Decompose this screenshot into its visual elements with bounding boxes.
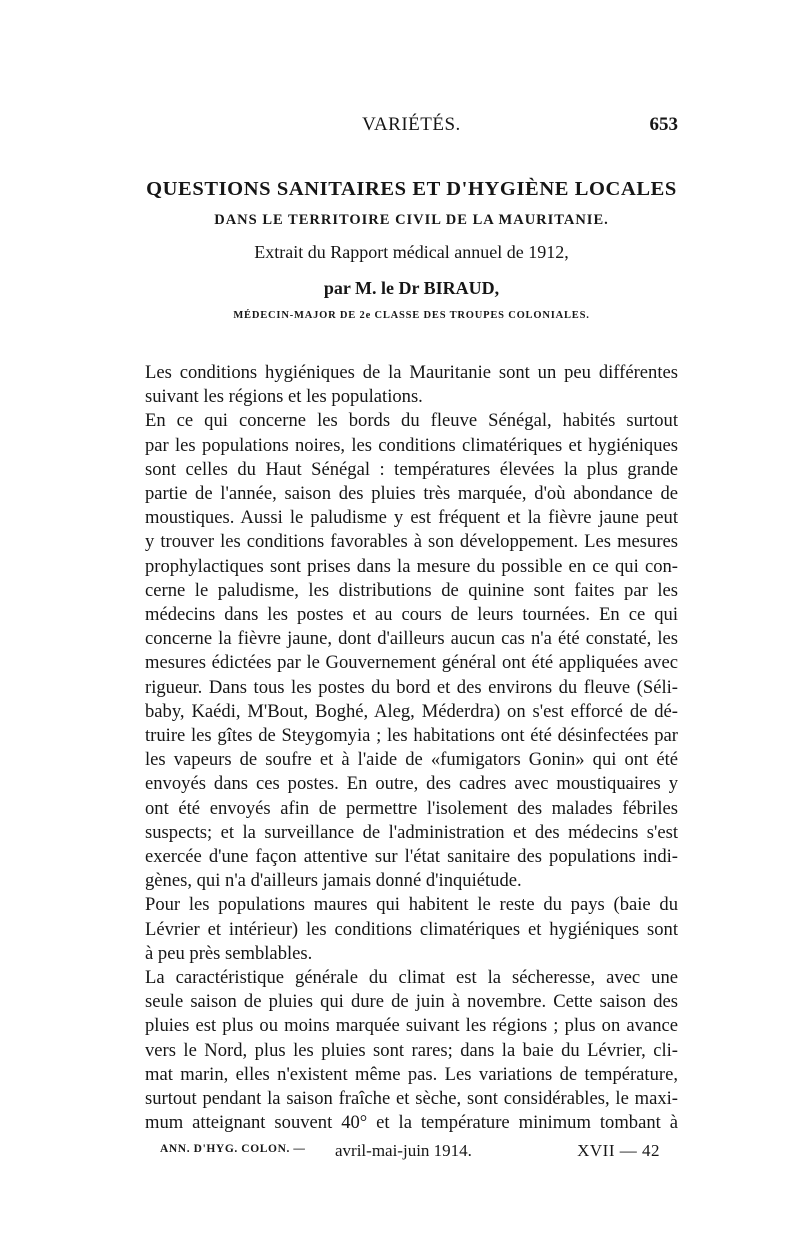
article-body — [145, 361, 678, 1136]
page-header — [145, 114, 678, 144]
body-line: En ce qui concerne les bords du fleuve Sénégal, habités surtout — [145, 410, 678, 432]
body-line: La caractéristique générale du climat est la sécheresse, avec une — [145, 967, 678, 989]
author-affiliation: MÉDECIN-MAJOR DE 2e CLASSE DES TROUPES COLONIALES. — [233, 310, 590, 321]
body-line: suivant les régions et les populations. — [145, 386, 423, 408]
body-line: seule saison de pluies qui dure de juin à novembre. Cette saison des — [145, 991, 678, 1013]
page-number: 653 — [649, 114, 678, 135]
body-line: baby, Kaédi, M'Bout, Boghé, Aleg, Méderdra) on s'est efforcé de dé- — [145, 700, 678, 722]
footer-journal: ANN. D'HYG. COLON. — — [160, 1143, 306, 1155]
page-footer — [160, 1141, 660, 1167]
running-title: VARIÉTÉS. — [362, 114, 461, 135]
body-line: Lévrier et intérieur) les conditions climatériques et hygiéniques sont — [145, 918, 678, 940]
body-line: par les populations noires, les conditions climatériques et hygiéniques — [145, 434, 678, 456]
body-line: sont celles du Haut Sénégal : températures élevées la plus grande — [145, 458, 678, 480]
body-line: pluies est plus ou moins marquée suivant les régions ; plus on avance — [145, 1015, 678, 1037]
body-line: envoyés dans ces postes. En outre, des cadres avec moustiquaires y — [145, 773, 678, 795]
body-line: y trouver les conditions favorables à son développement. Les mesures — [145, 531, 678, 553]
body-line: ont été envoyés afin de permettre l'isolement des malades fébriles — [145, 797, 678, 819]
body-line: exercée d'une façon attentive sur l'état sanitaire des populations indi- — [145, 846, 678, 868]
body-line: Les conditions hygiéniques de la Mauritanie sont un peu différentes — [145, 362, 678, 383]
body-line: à peu près semblables. — [145, 942, 313, 964]
body-line: rigueur. Dans tous les postes du bord et des environs du fleuve (Séli- — [145, 676, 678, 698]
body-line: médecins dans les postes et au cours de leurs tournées. En ce qui — [145, 604, 678, 626]
body-line: partie de l'année, saison des pluies très marquée, d'où abondance de — [145, 483, 678, 505]
footer-signature: XVII — 42 — [577, 1141, 660, 1160]
article-source: Extrait du Rapport médical annuel de 1912, — [254, 242, 569, 262]
body-line: mesures édictées par le Gouvernement général ont été appliquées avec — [145, 652, 678, 674]
body-line: mum atteignant souvent 40° et la température minimum tombant à — [145, 1112, 678, 1134]
article-subtitle: DANS LE TERRITOIRE CIVIL DE LA MAURITANIE. — [214, 212, 609, 228]
body-line: vers le Nord, plus les pluies sont rares; dans la baie du Lévrier, cli- — [145, 1039, 678, 1061]
body-line: prophylactiques sont prises dans la mesure du possible en ce qui con- — [145, 555, 678, 577]
body-line: gènes, qui n'a d'ailleurs jamais donné d'inquiétude. — [145, 870, 522, 892]
body-line: mat marin, elles n'existent même pas. Les variations de température, — [145, 1063, 678, 1085]
body-line: moustiques. Aussi le paludisme y est fréquent et la fièvre jaune peut — [145, 507, 678, 529]
body-line: Pour les populations maures qui habitent le reste du pays (baie du — [145, 894, 678, 916]
body-line: surtout pendant la saison fraîche et sèche, sont considérables, le maxi- — [145, 1088, 678, 1110]
body-line: suspects; et la surveillance de l'administration et des médecins s'est — [145, 821, 678, 843]
article-heading — [145, 176, 678, 324]
article-title: QUESTIONS SANITAIRES ET D'HYGIÈNE LOCALES — [146, 178, 677, 200]
footer-date: avril-mai-juin 1914. — [335, 1141, 472, 1160]
body-line: concerne la fièvre jaune, dont d'ailleurs aucun cas n'a été constaté, les — [145, 628, 678, 650]
body-line: cerne le paludisme, les distributions de quinine sont faites par les — [145, 579, 678, 601]
body-line: les vapeurs de soufre et à l'aide de «fumigators Gonin» qui ont été — [145, 749, 678, 771]
body-line: truire les gîtes de Steygomyia ; les habitations ont été désinfectées par — [145, 725, 678, 747]
article-author: par M. le Dr BIRAUD, — [323, 278, 500, 298]
